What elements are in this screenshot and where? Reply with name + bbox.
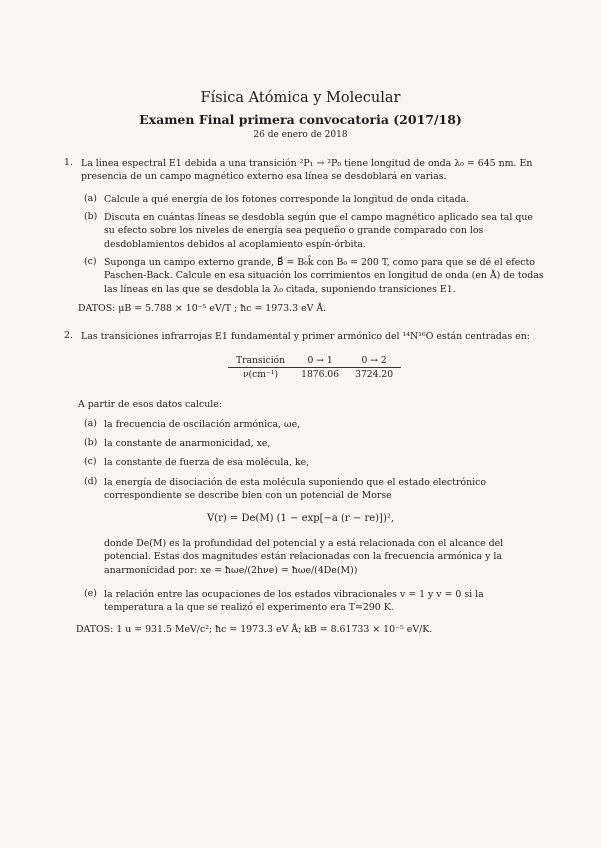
p2-formula-note: donde De(M) es la profundidad del potencial y a está relacionada con el alcance del potencial. Estas dos magnitudes están relacionadas con la frecuencia armónica y la anarmonicidad por: xe = ħωe/(2hνe) = ħωe/(4De(M)) — [104, 538, 504, 576]
p2-part-b-text: la constante de anarmonicidad, xe, — [104, 438, 271, 449]
exam-date: 26 de enero de 2018 — [253, 130, 348, 140]
table-cell: 1876.06 — [301, 369, 340, 380]
p2-part-e-label: (e) — [84, 588, 97, 599]
table-row-label: ν(cm⁻¹) — [242, 369, 279, 380]
problem-2-intro: Las transiciones infrarrojas E1 fundamental y primer armónico del ¹⁴N¹⁶O están centradas en: — [81, 331, 530, 342]
p2-part-a-text: la frecuencia de oscilación armónica, ωe, — [104, 419, 301, 430]
p2-part-d-label: (d) — [84, 476, 98, 487]
problem-1-intro: La línea espectral E1 debida a una transición ²P₁ → ²P₀ tiene longitud de onda λ₀ = 645 nm. En presencia de un campo magnético externo esa línea se desdoblará en varias. — [81, 158, 533, 183]
p1-part-a-label: (a) — [84, 193, 97, 204]
p2-part-e-text: la relación entre las ocupaciones de los estados vibracionales v = 1 y v = 0 si la temperatura a la que se realizó el experimento era T=290 K. — [104, 589, 484, 614]
p2-part-a-label: (a) — [84, 418, 97, 429]
table-cell: 3724.20 — [355, 369, 394, 380]
transition-table — [228, 354, 401, 381]
p2-part-d-text: la energía de disociación de esta molécula suponiendo que el estado electrónico correspondiente se describe bien con un potencial de Morse — [104, 477, 486, 502]
table-header: Transición — [228, 354, 293, 368]
problem-2-number: 2. — [64, 330, 73, 341]
exam-subtitle: Examen Final primera convocatoria (2017/18) — [139, 112, 462, 127]
p2-part-c-label: (c) — [84, 456, 97, 467]
p2-datos: DATOS: 1 u = 931.5 MeV/c²; ħc = 1973.3 eV Å; kB = 8.61733 × 10⁻⁵ eV/K. — [76, 624, 433, 635]
p1-part-a-text: Calcule a qué energía de los fotones corresponde la longitud de onda citada. — [104, 194, 470, 205]
p1-part-b-label: (b) — [84, 211, 98, 222]
p1-part-c-label: (c) — [84, 256, 97, 267]
p1-datos: DATOS: μB = 5.788 × 10⁻⁵ eV/T ; ħc = 1973.3 eV Å. — [78, 303, 327, 314]
table-header: 0 → 1 — [293, 354, 347, 368]
table-header: 0 → 2 — [347, 354, 401, 368]
p2-prompt: A partir de esos datos calcule: — [78, 399, 222, 410]
p1-part-c-text: Suponga un campo externo grande, B⃗ = B₀k̂ con B₀ = 200 T, como para que se dé el efecto Paschen-Back. Calcule en esa situación los corrimientos en longitud de onda (en Å) de todas las líneas en las que se desdobla la λ₀ citada, suponiendo transiciones E1. — [104, 257, 544, 295]
p1-part-b-text: Discuta en cuántas líneas se desdobla según que el campo magnético aplicado sea tal que su efecto sobre los niveles de energía sea pequeño o grande comparado con los desdoblamientos debidos al acoplamiento espín-órbita. — [104, 212, 533, 250]
exam-title: Física Atómica y Molecular — [200, 90, 401, 106]
problem-1-number: 1. — [64, 157, 73, 168]
p2-part-c-text: la constante de fuerza de esa molécula, ke, — [104, 457, 310, 468]
morse-potential-formula: V(r) = De(M) (1 − exp[−a (r − re)])², — [206, 513, 395, 524]
p2-part-b-label: (b) — [84, 437, 98, 448]
